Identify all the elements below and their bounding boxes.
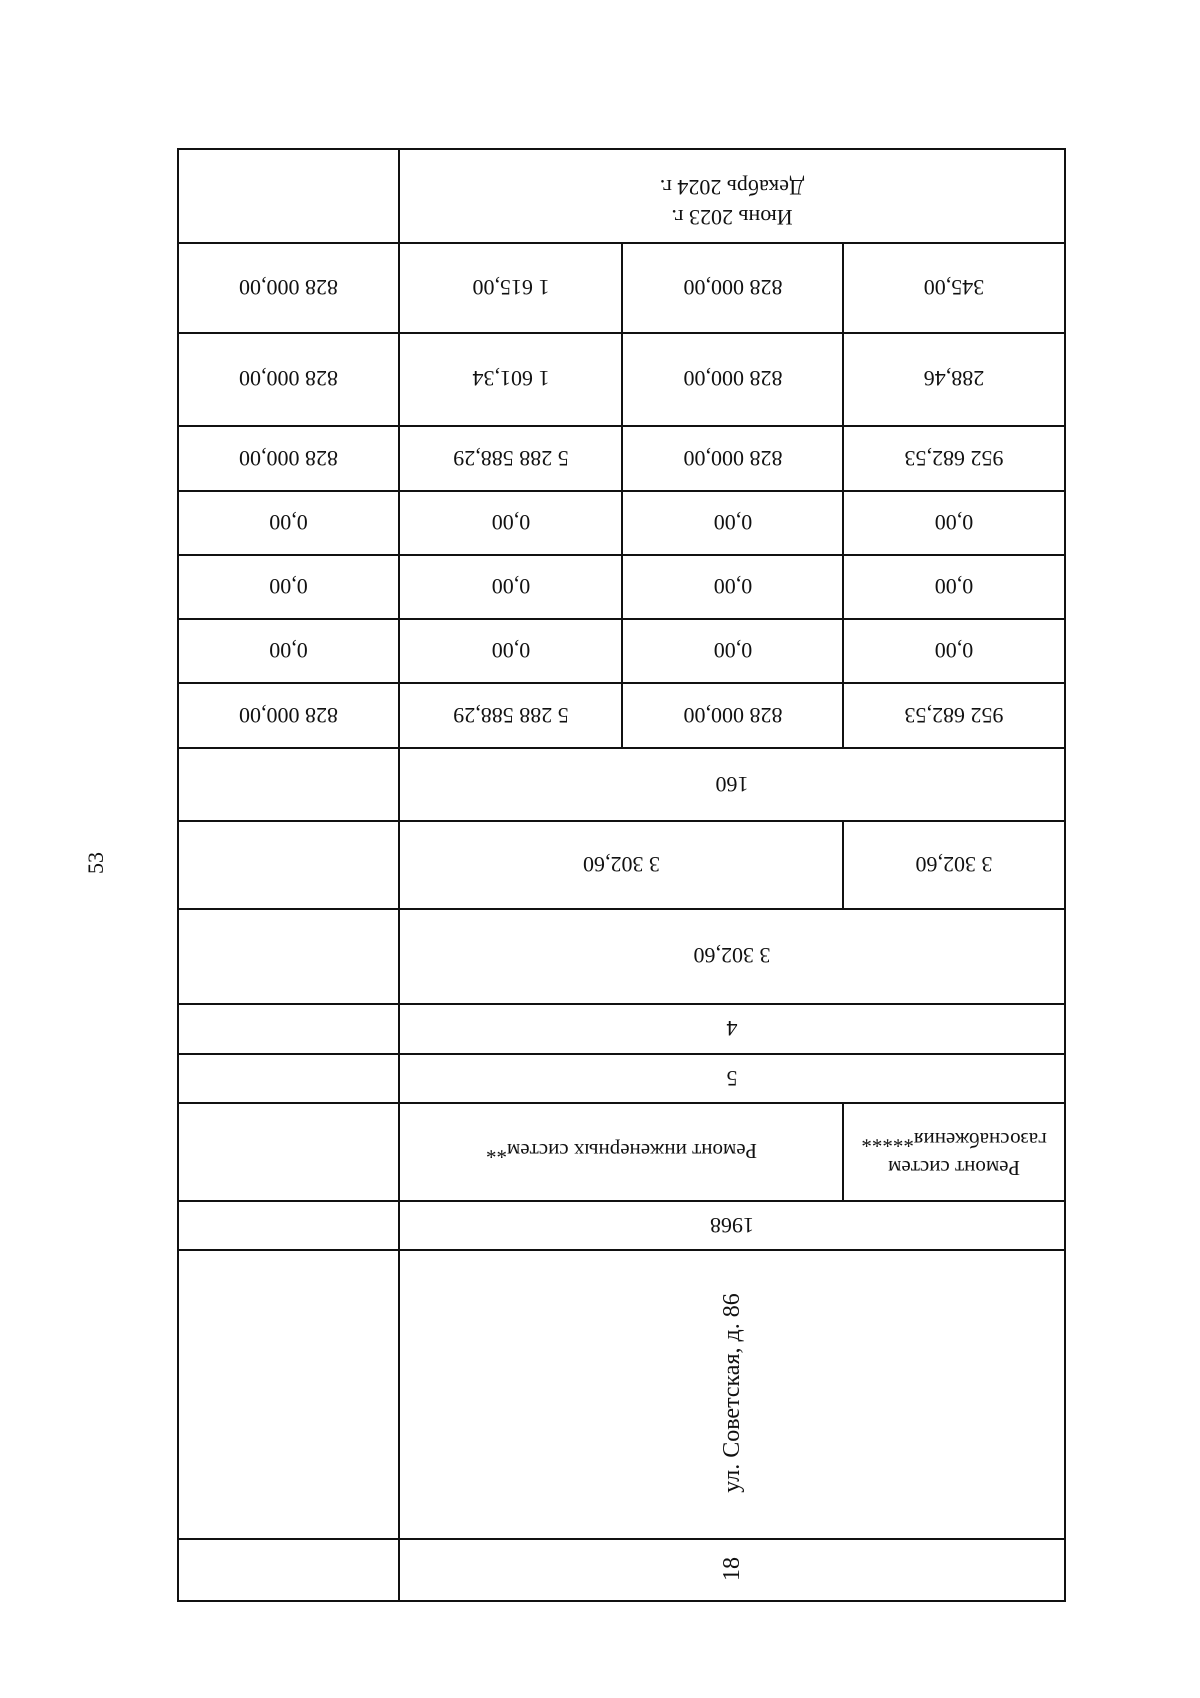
address-cell: ул. Советская, д. 86 — [719, 1293, 745, 1493]
row-rule — [179, 908, 1064, 910]
row-rule — [179, 1200, 1064, 1202]
column-rule — [398, 150, 400, 1600]
column-rule — [842, 1102, 844, 1200]
work-gas-line-1: Ремонт систем — [888, 1156, 1020, 1180]
renovation-table — [177, 148, 1066, 1602]
cost-cell: 828 000,00 — [683, 275, 783, 300]
cost-cell: 0,00 — [269, 510, 308, 535]
cost-cell: 0,00 — [934, 638, 974, 663]
cost-cell: 828 000,00 — [683, 366, 783, 391]
cost-cell: 0,00 — [269, 574, 308, 599]
cost-cell: 0,00 — [491, 574, 531, 599]
work-gas-line-2: газоснабжения***** — [861, 1128, 1047, 1152]
cost-cell: 5 288 588,29 — [453, 446, 569, 471]
cost-cell: 0,00 — [713, 638, 753, 663]
cost-cell: 828 000,00 — [683, 446, 783, 471]
column-rule — [842, 242, 844, 748]
cost-cell: 5 288 588,29 — [453, 703, 569, 728]
cost-cell: 345,00 — [923, 275, 985, 300]
sequence-cell: 160 — [715, 772, 749, 797]
cost-cell: 0,00 — [934, 574, 974, 599]
area-total-cell: 3 302,60 — [693, 943, 771, 968]
schedule-end: Декабрь 2024 г. — [659, 175, 805, 200]
cost-cell: 0,00 — [713, 574, 753, 599]
cost-cell: 952 682,53 — [904, 446, 1004, 471]
row-rule — [179, 1053, 1064, 1055]
work-engineering-cell: Ремонт инженерных систем** — [485, 1139, 758, 1163]
cost-cell: 0,00 — [269, 638, 308, 663]
cost-cell: 0,00 — [491, 638, 531, 663]
area-right-cell: 3 302,60 — [915, 852, 993, 877]
row-number-cell: 18 — [719, 1557, 745, 1581]
entrances-cell: 5 — [726, 1066, 738, 1091]
column-rule — [842, 820, 844, 908]
cost-cell: 828 000,00 — [239, 446, 338, 471]
schedule-start: Июнь 2023 г. — [671, 205, 793, 230]
cost-cell: 828 000,00 — [239, 366, 338, 391]
row-rule — [179, 1249, 1064, 1251]
row-rule — [179, 1538, 1064, 1540]
cost-cell: 828 000,00 — [239, 275, 338, 300]
row-rule — [179, 1102, 1064, 1104]
cost-cell: 1 615,00 — [472, 275, 550, 300]
cost-cell: 288,46 — [923, 366, 985, 391]
row-rule — [179, 820, 1064, 822]
row-rule — [179, 1003, 1064, 1005]
work-gas-cell — [845, 1118, 1063, 1182]
cost-cell: 0,00 — [491, 510, 531, 535]
cost-cell: 952 682,53 — [904, 703, 1004, 728]
column-rule — [621, 242, 623, 748]
cost-cell: 0,00 — [934, 510, 974, 535]
year-cell: 1968 — [710, 1213, 754, 1238]
page-number: 53 — [83, 852, 108, 874]
cost-cell: 1 601,34 — [472, 366, 550, 391]
area-main-cell: 3 302,60 — [583, 852, 660, 877]
floors-cell: 4 — [726, 1016, 738, 1041]
cost-cell: 828 000,00 — [239, 703, 338, 728]
cost-cell: 0,00 — [713, 510, 753, 535]
schedule-cell — [401, 162, 1063, 232]
cost-cell: 828 000,00 — [683, 703, 783, 728]
